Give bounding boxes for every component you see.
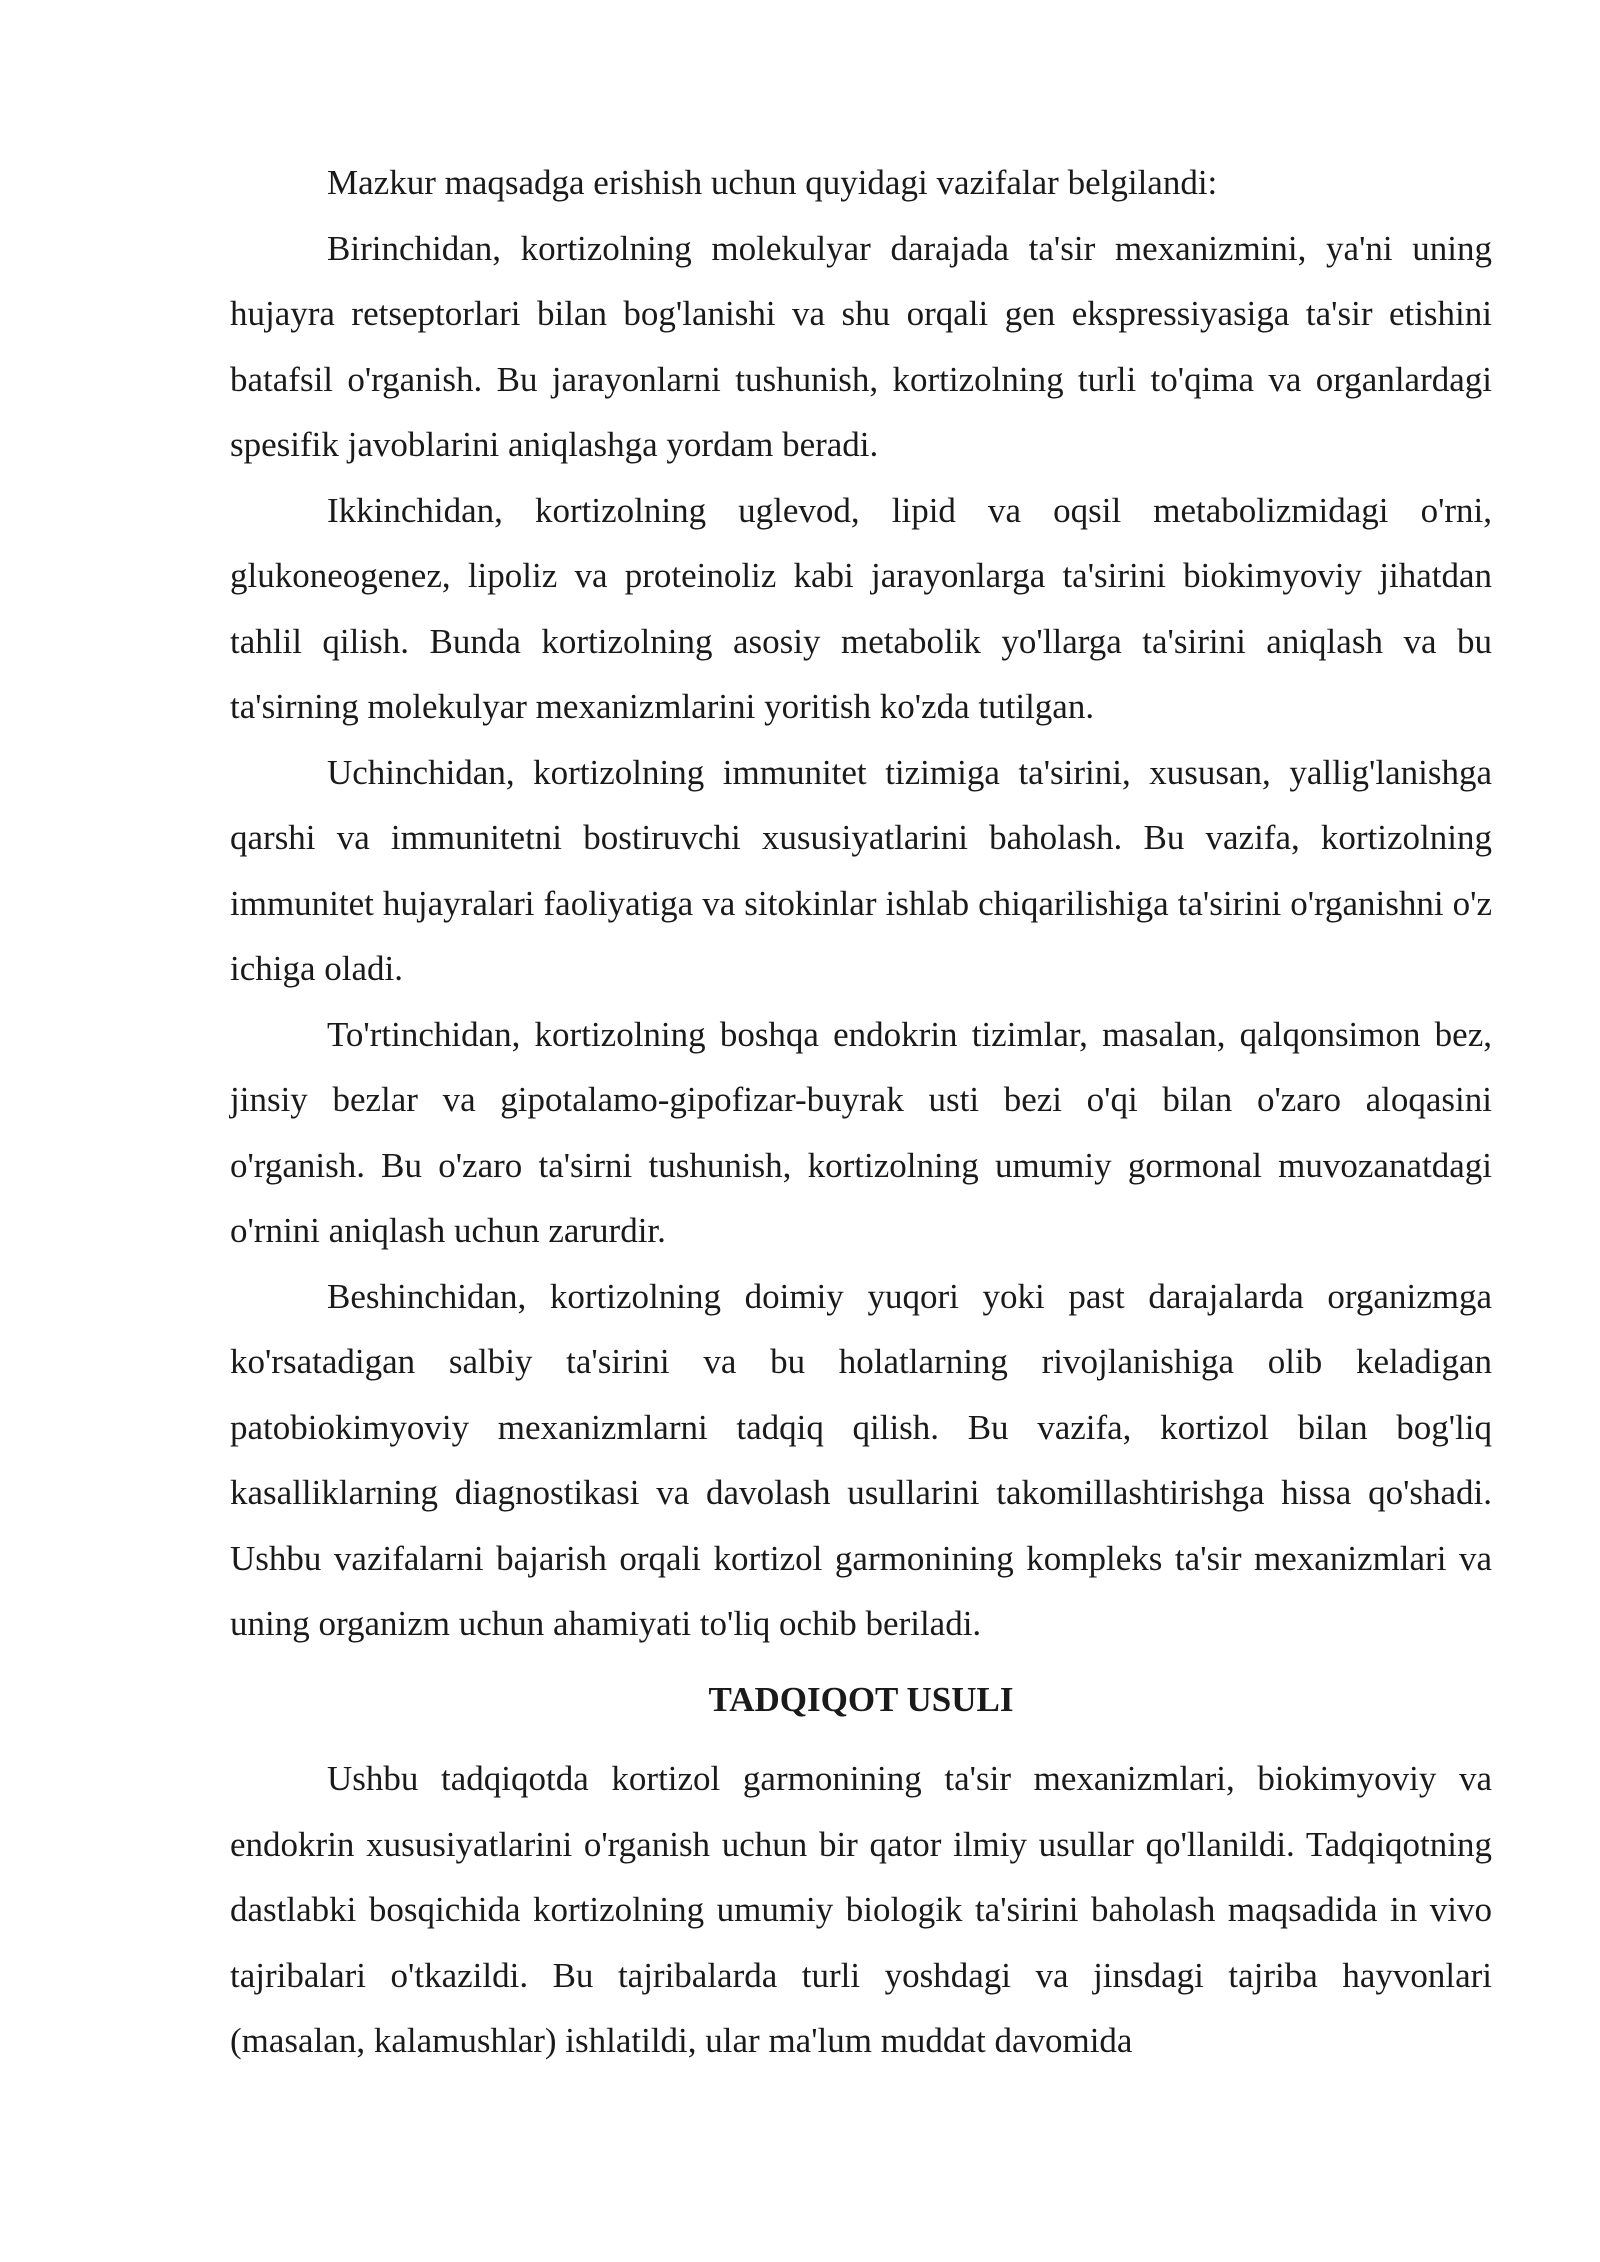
paragraph-method: Ushbu tadqiqotda kortizol garmonining ta'sir mexanizmlari, biokimyoviy va endokrin xususiyatlarini o'rganish uchun bir qator ilmiy usullar qo'llanildi. Tadqiqotning dastlabki bosqichida kortizolning umumiy biologik ta'sirini baholash maqsadida in vivo tajribalari o'tkazildi. Bu tajribalarda turli yoshdagi va jinsdagi tajriba hayvonlari (masalan, kalamushlar) ishlatildi, ular ma'lum muddat davomida <box>230 1759 1492 2060</box>
paragraph-task-5: Beshinchidan, kortizolning doimiy yuqori yoki past darajalarda organizmga ko'rsatadigan salbiy ta'sirini va bu holatlarning rivojlanishiga olib keladigan patobiokimyoviy mexanizmlarni tadqiq qilish. Bu vazifa, kortizol bilan bog'liq kasalliklarning diagnostikasi va davolash usullarini takomillashtirishga hissa qo'shadi. Ushbu vazifalarni bajarish orqali kortizol garmonining kompleks ta'sir mexanizmlari va uning organizm uchun ahamiyati to'liq ochib beriladi. <box>230 1276 1492 1643</box>
paragraph-task-4: To'rtinchidan, kortizolning boshqa endokrin tizimlar, masalan, qalqonsimon bez, jinsiy bezlar va gipotalamo-gipofizar-buyrak usti bezi o'qi bilan o'zaro aloqasini o'rganish. Bu o'zaro ta'sirni tushunish, kortizolning umumiy gormonal muvozanatdagi o'rnini aniqlash uchun zarurdir. <box>230 1014 1492 1250</box>
section-heading: TADQIQOT USULI <box>708 1679 1014 1719</box>
paragraph-intro: Mazkur maqsadga erishish uchun quyidagi vazifalar belgilandi: <box>327 163 1218 202</box>
paragraph-task-2: Ikkinchidan, kortizolning uglevod, lipid va oqsil metabolizmidagi o'rni, glukoneogenez, lipoliz va proteinoliz kabi jarayonlarga ta'sirini biokimyoviy jihatdan tahlil qilish. Bunda kortizolning asosiy metabolik yo'llarga ta'sirini aniqlash va bu ta'sirning molekulyar mexanizmlarini yoritish ko'zda tutilgan. <box>230 490 1492 726</box>
paragraph-task-1: Birinchidan, kortizolning molekulyar darajada ta'sir mexanizmini, ya'ni uning hujayra retseptorlari bilan bog'lanishi va shu orqali gen ekspressiyasiga ta'sir etishini batafsil o'rganish. Bu jarayonlarni tushunish, kortizolning turli to'qima va organlardagi spesifik javoblarini aniqlashga yordam beradi. <box>230 228 1492 464</box>
document-page <box>230 150 1492 2074</box>
paragraph-task-3: Uchinchidan, kortizolning immunitet tizimiga ta'sirini, xususan, yallig'lanishga qarshi va immunitetni bostiruvchi xususiyatlarini baholash. Bu vazifa, kortizolning immunitet hujayralari faoliyatiga va sitokinlar ishlab chiqarilishiga ta'sirini o'rganishni o'z ichiga oladi. <box>230 752 1492 988</box>
